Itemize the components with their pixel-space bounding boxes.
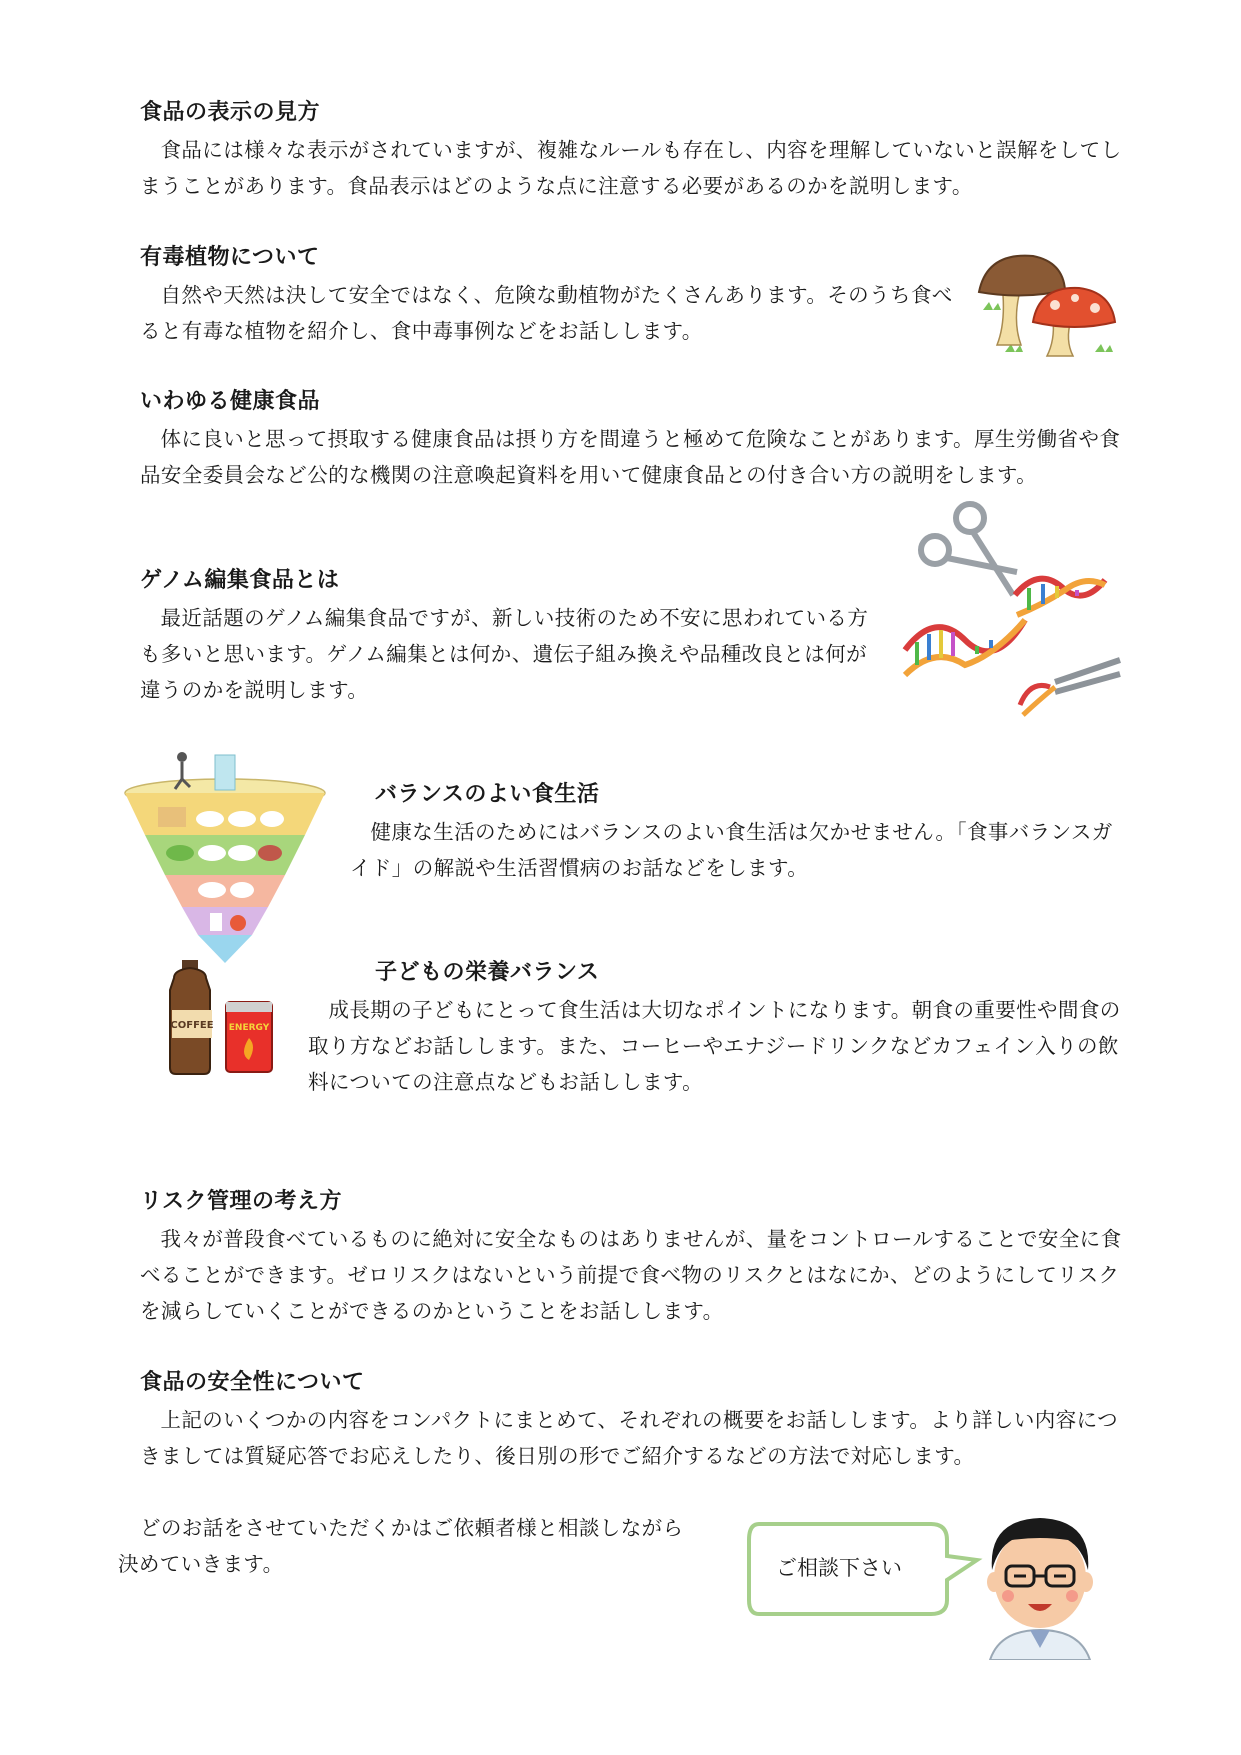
section-food-labels	[140, 98, 1130, 204]
section-body: 食品には様々な表示がされていますが、複雑なルールも存在し、内容を理解していないと誤解をしてしまうことがあります。食品表示はどのような点に注意する必要があるのかを説明します。	[140, 138, 1122, 198]
coffee-energy-drink-illustration	[160, 960, 280, 1075]
speech-bubble-text: ご相談下さい	[776, 1556, 902, 1580]
mushroom-illustration	[975, 250, 1125, 360]
closing-line-2: 決めていきます。	[118, 1552, 284, 1576]
section-body: 上記のいくつかの内容をコンパクトにまとめて、それぞれの概要をお話しします。より詳しい内容につきましては質疑応答でお応えしたり、後日別の形でご紹介するなどの方法で対応します。	[140, 1408, 1119, 1468]
coffee-label: COFFEE	[170, 1020, 214, 1031]
section-genome-foods	[140, 566, 875, 708]
section-title: ゲノム編集食品とは	[140, 568, 340, 593]
section-title: 食品の表示の見方	[140, 100, 321, 125]
section-body: 成長期の子どもにとって食生活は大切なポイントになります。朝食の重要性や間食の取り方などお話しします。また、コーヒーやエナジードリンクなどカフェイン入りの飲料についての注意点などもお話しします。	[308, 998, 1121, 1094]
closing-line-1: どのお話をさせていただくかはご依頼者様と相談しながら	[140, 1516, 684, 1540]
section-body: 最近話題のゲノム編集食品ですが、新しい技術のため不安に思われている方も多いと思います。ゲノム編集とは何か、遺伝子組み換えや品種改良とは何が違うのかを説明します。	[140, 606, 869, 702]
section-title: 有毒植物について	[140, 245, 320, 270]
section-child-nutrition	[308, 958, 1130, 1100]
food-balance-guide-illustration	[120, 745, 330, 965]
doctor-avatar	[970, 1500, 1110, 1660]
section-body: 健康な生活のためにはバランスのよい食生活は欠かせません。「食事バランスガイド」の解説や生活習慣病のお話などをします。	[350, 820, 1113, 880]
scissors-dna-illustration	[895, 500, 1125, 720]
section-body: 我々が普段食べているものに絶対に安全なものはありませんが、量をコントロールすることで安全に食べることができます。ゼロリスクはないという前提で食べ物のリスクとはなにか、どのようにしてリスクを減らしていくことができるのかということをお話しします。	[140, 1227, 1122, 1323]
section-toxic-plants	[140, 243, 965, 349]
section-title: いわゆる健康食品	[140, 389, 321, 414]
energy-label: ENERGY	[228, 1023, 270, 1033]
section-title: バランスのよい食生活	[375, 782, 600, 807]
section-title: 子どもの栄養バランス	[375, 960, 600, 985]
section-body: 体に良いと思って摂取する健康食品は摂り方を間違うと極めて危険なことがあります。厚生労働省や食品安全委員会など公的な機関の注意喚起資料を用いて健康食品との付き合い方の説明をします。	[140, 427, 1121, 487]
section-title: リスク管理の考え方	[140, 1189, 343, 1214]
section-food-safety	[140, 1368, 1130, 1474]
closing-text	[118, 1510, 838, 1582]
section-body: 自然や天然は決して安全ではなく、危険な動植物がたくさんあります。そのうち食べると有毒な植物を紹介し、食中毒事例などをお話しします。	[140, 283, 953, 343]
section-title: 食品の安全性について	[140, 1370, 365, 1395]
section-risk-management	[140, 1187, 1130, 1329]
section-health-foods	[140, 387, 1130, 493]
section-balanced-diet	[350, 780, 1130, 886]
